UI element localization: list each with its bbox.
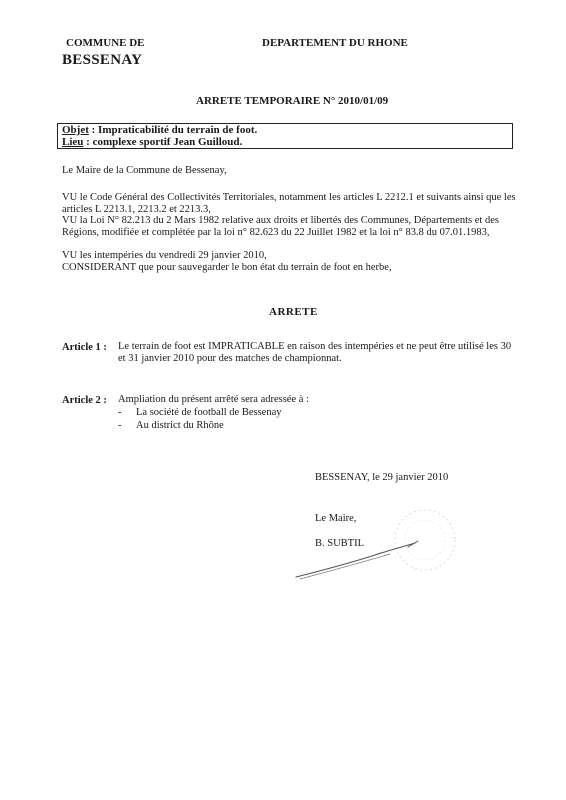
le-maire-label: Le Maire, xyxy=(315,513,357,524)
article-2-text: Ampliation du présent arrêté sera adressée à : xyxy=(118,394,309,405)
list-item xyxy=(118,407,282,418)
objet-line xyxy=(62,124,257,136)
signatory-name: B. SUBTIL xyxy=(315,538,365,549)
considerant: CONSIDERANT que pour sauvegarder le bon état du terrain de foot en herbe, xyxy=(62,262,392,273)
bullet-dash: - xyxy=(118,420,122,431)
objet-text: : Impraticabilité du terrain de foot. xyxy=(88,124,258,136)
lieu-label: Lieu xyxy=(62,136,84,148)
article-1-label: Article 1 : xyxy=(62,342,107,353)
list-item xyxy=(118,420,224,431)
arrete-heading: ARRETE xyxy=(269,306,318,318)
vu-intemperies: VU les intempéries du vendredi 29 janvier 2010, xyxy=(62,250,267,261)
bullet-dash: - xyxy=(118,407,122,418)
place-date: BESSENAY, le 29 janvier 2010 xyxy=(315,472,449,483)
decree-title: ARRETE TEMPORAIRE N° 2010/01/09 xyxy=(196,95,389,107)
objet-label: Objet xyxy=(62,124,89,136)
commune-name: BESSENAY xyxy=(62,52,143,68)
departement-label: DEPARTEMENT DU RHONE xyxy=(262,37,408,49)
article-1-text: Le terrain de foot est IMPRATICABLE en raison des intempéries et ne peut être utilisé les 30 et 31 janvier 2010 pour des matches de championnat. xyxy=(118,341,512,364)
handwritten-signature xyxy=(290,535,430,585)
lieu-text: : complexe sportif Jean Guilloud. xyxy=(83,136,243,148)
vu-code: VU le Code Général des Collectivités Territoriales, notamment les articles L 2212.1 et suivants ainsi que les articles L 2213.1, 2213.2 et 2213.3, xyxy=(62,192,516,215)
lieu-line xyxy=(62,136,242,148)
maire-intro: Le Maire de la Commune de Bessenay, xyxy=(62,165,227,176)
list-item-text: La société de football de Bessenay xyxy=(136,407,282,418)
vu-loi: VU la Loi N° 82.213 du 2 Mars 1982 relative aux droits et libertés des Communes, Départements et des Régions, modifiée et complétée par la loi n° 82.623 du 22 Juillet 1982 et la loi n° 83.8 du 07.01.1983, xyxy=(62,215,499,238)
article-2-label: Article 2 : xyxy=(62,395,107,406)
list-item-text: Au district du Rhône xyxy=(136,420,224,431)
commune-label: COMMUNE DE xyxy=(66,37,145,49)
